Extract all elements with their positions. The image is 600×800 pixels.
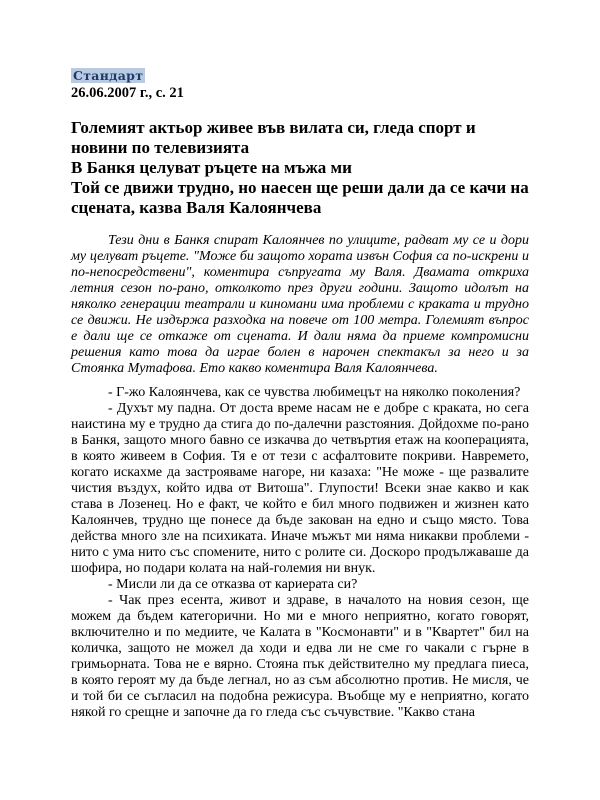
interview-answer: - Чак през есента, живот и здраве, в началото на новия сезон, ще можем да бъдем категорични. Но ми е много неприятно, когато говорят, включително и по медиите, че Калата в "Космонавти" и в "Квартет" бил на количка, защото не можел да ходи и едва ли не сме го чакали с гърне в гримьорната. Това не е вярно. Стояна пък действително му предлага пиеса, в която героят му да бъде легнал, но аз съм абсолютно против. Не мисля, че и той би се съгласил на подобна режисура. Въобще му е неприятно, когато някой го срещне и започне да го гледа със съчувствие. "Какво стана	[71, 593, 529, 720]
headline-line: Той се движи трудно, но наесен ще реши дали да се качи на сцената, казва Валя Калоянчева	[71, 178, 529, 217]
article-body	[71, 385, 529, 721]
headline-block	[71, 118, 531, 218]
headline-line: Големият актьор живее във вилата си, гледа спорт и новини по телевизията	[71, 118, 476, 157]
interview-answer: - Духът му падна. От доста време насам не е добре с краката, но сега наистина му е трудно да стига до по-далечни разстояния. Дойдохме по-рано в Банкя, защото много бавно се изкачва до четвъртия етаж на кооперацията, в която живеем в София. Тя е от тези с асфалтовите покриви. Навремето, когато искахме да застрояваме нагоре, ни казаха: "Не може - ще развалите чистия въздух, който идва от Витоша". Глупости! Всеки знае какво и как става в Лозенец. Но е факт, че който е бил много подвижен и жизнен като Калоянчев, трудно ще понесе да бъде закован на едно и също място. Това действа много зле на психиката. Иначе мъжът ми няма никакви проблеми - нито с ума нито със спомените, нито с ролите си. Доскоро продължаваше да шофира, но подари колата на най-големия ни внук.	[71, 401, 529, 576]
newspaper-logo: Стандарт	[73, 68, 144, 83]
headline-line: В Банкя целуват ръцете на мъжа ми	[71, 158, 352, 177]
interview-question: - Г-жо Калоянчева, как се чувства любимецът на няколко поколения?	[108, 385, 521, 400]
interview-question: - Мисли ли да се отказва от кариерата си?	[108, 577, 358, 592]
publication-date: 26.06.2007 г., с. 21	[71, 85, 184, 101]
lead-paragraph: Тези дни в Банкя спират Калоянчев по улиците, радват му се и дори му целуват ръцете. "Може би защото хората извън София са по-искрени и по-непосредствени", коментира съпругата му Валя. Двамата откриха летния сезон по-рано, отколкото през други години. Защото идолът на няколко генерации театрали и киномани има проблеми с краката и трудно се движи. Не издържа разходка на повече от 100 метра. Големият въпрос е дали ще се откаже от сцената. И дали няма да приеме компромисни решения като това да играе болен в нарочен спектакъл за него и за Стоянка Мутафова. Ето какво коментира Валя Калоянчева.	[71, 233, 529, 376]
